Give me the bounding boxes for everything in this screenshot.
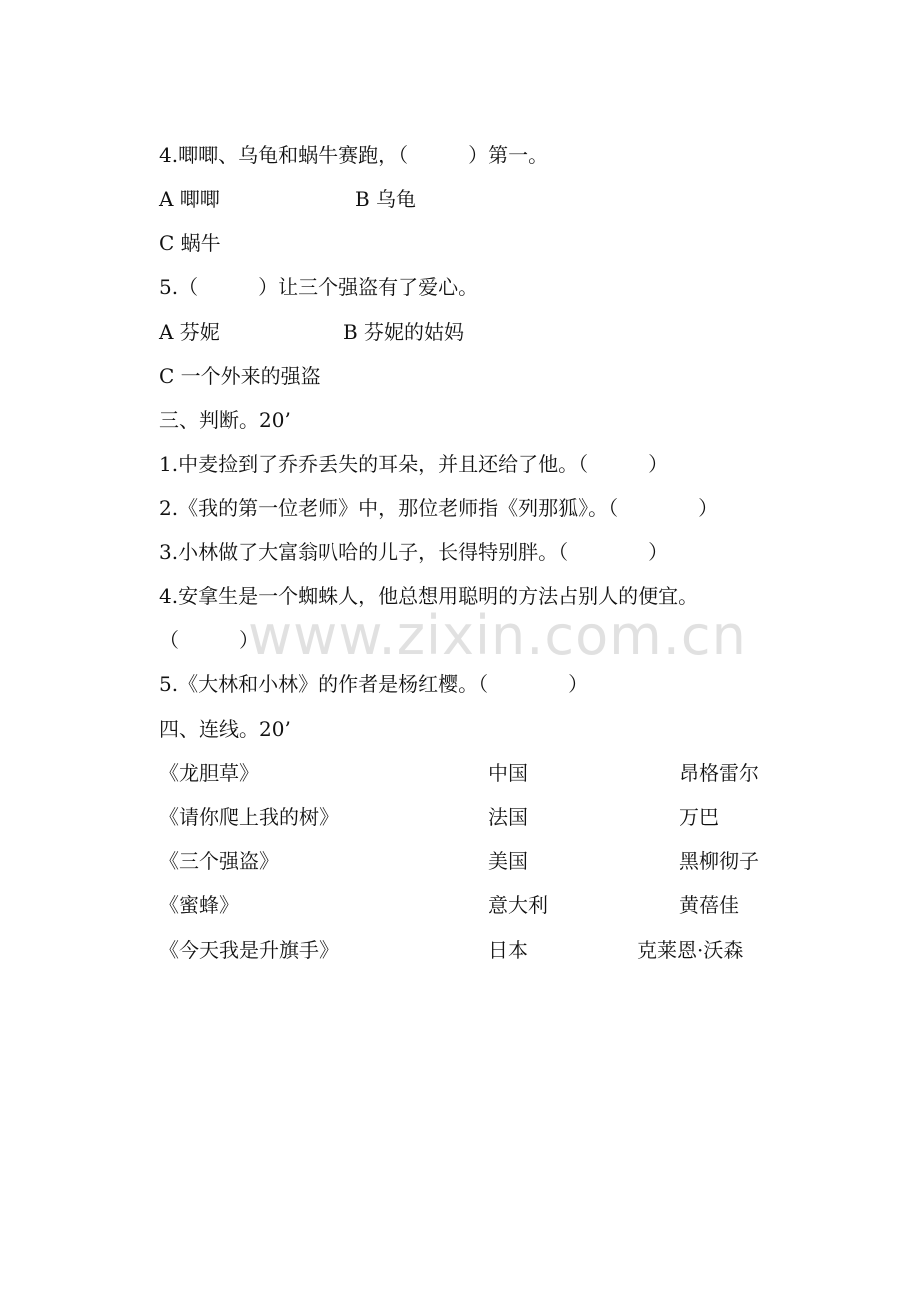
book-1: 《龙胆草》	[159, 761, 259, 785]
judge-item-1: 1.中麦捡到了乔乔丢失的耳朵，并且还给了他。（ ）	[159, 452, 669, 476]
author-1: 昂格雷尔	[679, 761, 759, 785]
country-4: 意大利	[488, 893, 548, 917]
section4-heading: 四、连线。20’	[159, 717, 291, 741]
judge-item-2: 2.《我的第一位老师》中，那位老师指《列那狐》。（ ）	[159, 496, 719, 520]
country-3: 美国	[488, 849, 528, 873]
country-2: 法国	[488, 805, 528, 829]
watermark: www.zixin.com.cn	[248, 604, 747, 667]
book-5: 《今天我是升旗手》	[159, 938, 339, 962]
judge-item-4-blank: （ ）	[159, 628, 259, 652]
judge-item-5: 5.《大林和小林》的作者是杨红樱。（ ）	[159, 672, 589, 696]
author-4: 黄蓓佳	[679, 893, 739, 917]
q4-stem: 4.唧唧、乌龟和蜗牛赛跑，（ ）第一。	[159, 143, 549, 167]
country-5: 日本	[488, 938, 528, 962]
judge-item-3: 3.小林做了大富翁叭哈的儿子，长得特别胖。（ ）	[159, 540, 669, 564]
q5-stem: 5.（ ）让三个强盗有了爱心。	[159, 275, 479, 299]
author-3: 黑柳彻子	[679, 849, 759, 873]
judge-item-4: 4.安拿生是一个蜘蛛人，他总想用聪明的方法占别人的便宜。	[159, 584, 699, 608]
book-2: 《请你爬上我的树》	[159, 805, 339, 829]
q4-option-a: A 唧唧	[159, 187, 220, 211]
q4-option-c: C 蜗牛	[159, 231, 221, 255]
q5-option-c: C 一个外来的强盗	[159, 364, 321, 388]
q5-option-a: A 芬妮	[159, 320, 220, 344]
country-1: 中国	[488, 761, 528, 785]
author-5: 克莱恩·沃森	[637, 938, 744, 962]
section3-heading: 三、判断。20’	[159, 408, 291, 432]
book-3: 《三个强盗》	[159, 849, 279, 873]
author-2: 万巴	[679, 805, 719, 829]
book-4: 《蜜蜂》	[159, 893, 239, 917]
q5-option-b: B 芬妮的姑妈	[343, 320, 465, 344]
q4-option-b: B 乌龟	[355, 187, 417, 211]
